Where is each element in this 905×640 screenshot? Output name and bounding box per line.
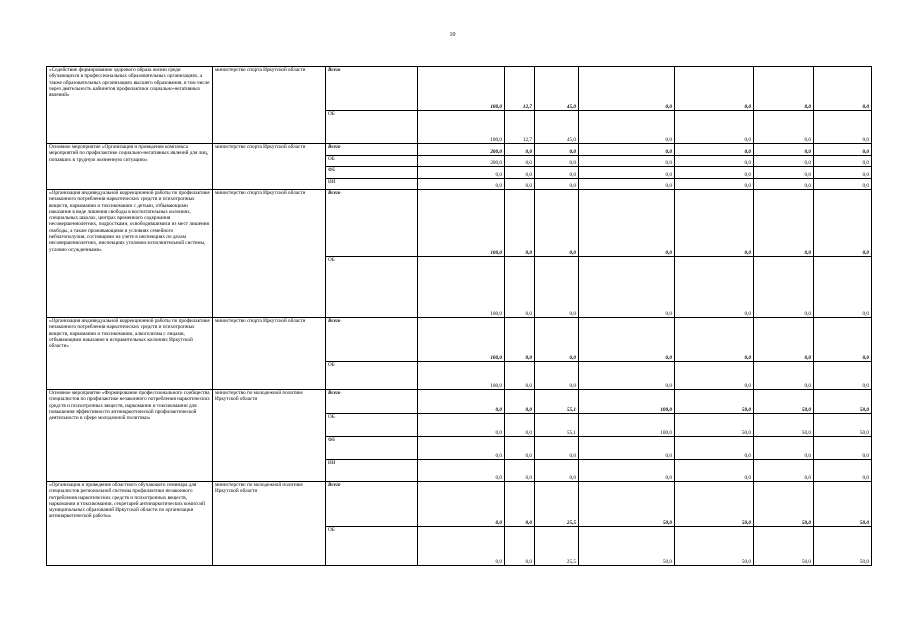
measure-name: «Организация индивидуальной коррекционной работы по профилактике незаконного потребления наркотических средств и психотропных веществ, наркомании и токсикомании, алкоголизма с лицами, отбывающими наказание в исправительных колониях Иркутской области» — [47, 318, 213, 390]
funding-value: 0,0 — [754, 437, 814, 460]
funding-value: 25,5 — [535, 527, 579, 566]
funding-source: ОБ — [326, 362, 418, 390]
funding-value: 0,0 — [754, 318, 814, 362]
funding-value: 0,0 — [418, 527, 505, 566]
funding-value: 0,0 — [535, 179, 579, 190]
funding-value: 0,0 — [814, 460, 872, 482]
funding-value: 12,7 — [505, 67, 535, 111]
funding-value: 200,0 — [418, 144, 505, 156]
funding-value: 0,0 — [675, 318, 754, 362]
funding-value: 0,0 — [754, 179, 814, 190]
funding-value: 0,0 — [814, 362, 872, 390]
funding-value: 0,0 — [754, 156, 814, 167]
funding-value: 100,0 — [418, 318, 505, 362]
funding-value: 0,0 — [754, 362, 814, 390]
funding-value: 0,0 — [675, 179, 754, 190]
funding-value: 0,0 — [754, 111, 814, 144]
funding-value: 0,0 — [579, 144, 675, 156]
responsible-executor: министерство по молодежной политике Иркутской области — [213, 390, 326, 482]
funding-value: 0,0 — [579, 111, 675, 144]
funding-value: 0,0 — [814, 190, 872, 257]
funding-value: 0,0 — [535, 318, 579, 362]
responsible-executor: министерство по молодежной политике Иркутской области — [213, 482, 326, 566]
funding-value: 0,0 — [814, 144, 872, 156]
funding-value: 0,0 — [505, 437, 535, 460]
funding-value: 0,0 — [754, 460, 814, 482]
funding-value: 45,0 — [535, 67, 579, 111]
funding-value: 50,0 — [675, 482, 754, 527]
funding-value: 0,0 — [535, 257, 579, 318]
funding-value: 0,0 — [505, 482, 535, 527]
funding-value: 50,0 — [675, 527, 754, 566]
funding-value: 0,0 — [579, 156, 675, 167]
funding-source: ИИ — [326, 179, 418, 190]
funding-value: 0,0 — [505, 527, 535, 566]
funding-source: Всего — [326, 318, 418, 362]
measure-name: Основное мероприятие «Организация и проведение комплекса мероприятий по профилактике социально-негативных явлений для лиц, попавших в трудную жизненную ситуацию» — [47, 144, 213, 190]
funding-value: 0,0 — [579, 318, 675, 362]
funding-value: 100,0 — [418, 257, 505, 318]
funding-source: Всего — [326, 482, 418, 527]
funding-value: 0,0 — [814, 437, 872, 460]
funding-value: 0,0 — [418, 167, 505, 179]
funding-value: 0,0 — [579, 257, 675, 318]
funding-value: 0,0 — [675, 460, 754, 482]
funding-value: 0,0 — [754, 67, 814, 111]
funding-value: 0,0 — [418, 179, 505, 190]
funding-value: 50,0 — [814, 527, 872, 566]
funding-source: ФБ — [326, 167, 418, 179]
funding-value: 0,0 — [814, 67, 872, 111]
funding-source: ОБ — [326, 414, 418, 437]
funding-value: 0,0 — [754, 257, 814, 318]
funding-value: 50,0 — [754, 482, 814, 527]
funding-value: 0,0 — [579, 190, 675, 257]
measure-name: Основное мероприятие «Формирование профессионального сообщества специалистов по профилактике незаконного потребления наркотических средств и психотропных веществ, наркомании и токсикомании для повышения эффективности антинаркотической профилактической деятельности в сфере молодежной политики» — [47, 390, 213, 482]
funding-source: ИИ — [326, 460, 418, 482]
funding-value: 200,0 — [418, 156, 505, 167]
table-row — [47, 190, 872, 257]
funding-source: ФБ — [326, 437, 418, 460]
funding-source: ОБ — [326, 257, 418, 318]
table-row — [47, 67, 872, 111]
budget-body — [47, 67, 872, 566]
measure-name: «Организация индивидуальной коррекционной работы по профилактике незаконного потребления наркотических средств и психотропных веществ, наркомании и токсикомании с детьми, отбывающими наказание в виде лишения свободы в воспитательных колониях, специальных школах, центрах временного содержания несовершеннолетних, подростками, освободившимися из мест лишения свободы, а также проживающими в условиях семейного неблагополучия, состоящими на учете в инспекциях по делам несовершеннолетних, инспекциях уголовно-исполнительной системы, условно осужденными» — [47, 190, 213, 318]
measure-name: «Организация и проведение областного обучающего семинара для специалистов региональной системы профилактики незаконного потребления наркотических средств и психотропных веществ, наркомании и токсикомании, секретарей антинаркотических комиссий муниципальных образований Иркутской области по организации антинаркотической работы» — [47, 482, 213, 566]
funding-value: 50,0 — [754, 390, 814, 414]
funding-value: 25,5 — [535, 482, 579, 527]
funding-value: 0,0 — [505, 156, 535, 167]
funding-value: 0,0 — [418, 437, 505, 460]
funding-value: 0,0 — [505, 362, 535, 390]
funding-value: 55,1 — [535, 414, 579, 437]
funding-value: 0,0 — [814, 111, 872, 144]
funding-value: 0,0 — [418, 390, 505, 414]
funding-value: 100,0 — [418, 190, 505, 257]
funding-value: 50,0 — [579, 482, 675, 527]
funding-value: 0,0 — [505, 144, 535, 156]
responsible-executor: министерство спорта Иркутской области — [213, 144, 326, 190]
funding-source: Всего — [326, 390, 418, 414]
funding-value: 50,0 — [579, 527, 675, 566]
responsible-executor: министерство спорта Иркутской области — [213, 67, 326, 144]
funding-value: 0,0 — [418, 482, 505, 527]
funding-value: 50,0 — [814, 414, 872, 437]
funding-value: 100,0 — [579, 390, 675, 414]
funding-value: 0,0 — [505, 167, 535, 179]
funding-value: 0,0 — [418, 414, 505, 437]
responsible-executor: министерство спорта Иркутской области — [213, 190, 326, 318]
funding-value: 0,0 — [418, 460, 505, 482]
funding-value: 0,0 — [754, 167, 814, 179]
funding-value: 0,0 — [535, 362, 579, 390]
funding-value: 100,0 — [579, 414, 675, 437]
budget-table — [46, 66, 872, 566]
funding-value: 0,0 — [505, 257, 535, 318]
funding-value: 0,0 — [579, 437, 675, 460]
funding-source: ОБ — [326, 156, 418, 167]
funding-value: 0,0 — [535, 156, 579, 167]
funding-value: 0,0 — [579, 67, 675, 111]
funding-value: 0,0 — [814, 156, 872, 167]
funding-value: 50,0 — [675, 414, 754, 437]
table-row — [47, 390, 872, 414]
funding-value: 0,0 — [505, 179, 535, 190]
funding-value: 0,0 — [505, 390, 535, 414]
funding-value: 0,0 — [579, 460, 675, 482]
funding-source: Всего — [326, 67, 418, 111]
funding-value: 0,0 — [814, 318, 872, 362]
funding-value: 100,0 — [418, 67, 505, 111]
funding-value: 0,0 — [675, 67, 754, 111]
funding-value: 0,0 — [675, 111, 754, 144]
funding-value: 0,0 — [675, 362, 754, 390]
funding-value: 100,0 — [418, 362, 505, 390]
funding-value: 0,0 — [579, 167, 675, 179]
funding-value: 50,0 — [814, 390, 872, 414]
responsible-executor: министерство спорта Иркутской области — [213, 318, 326, 390]
funding-value: 0,0 — [535, 437, 579, 460]
funding-value: 0,0 — [675, 167, 754, 179]
funding-value: 0,0 — [579, 179, 675, 190]
funding-source: Всего — [326, 144, 418, 156]
funding-value: 100,0 — [418, 111, 505, 144]
table-row — [47, 318, 872, 362]
funding-value: 0,0 — [754, 144, 814, 156]
funding-source: ОБ — [326, 527, 418, 566]
funding-value: 0,0 — [814, 257, 872, 318]
funding-value: 12,7 — [505, 111, 535, 144]
funding-value: 0,0 — [675, 144, 754, 156]
funding-value: 50,0 — [814, 482, 872, 527]
funding-value: 0,0 — [535, 144, 579, 156]
funding-value: 0,0 — [754, 190, 814, 257]
measure-name: «Содействие формированию здорового образа жизни среди обучающихся в профессиональных образовательных организациях, а также образовательных организациях высшего образования, в том числе через деятельность кабинетов профилактики социально-негативных явлений» — [47, 67, 213, 144]
funding-value: 0,0 — [505, 414, 535, 437]
funding-value: 0,0 — [535, 460, 579, 482]
funding-value: 45,0 — [535, 111, 579, 144]
funding-value: 50,0 — [754, 414, 814, 437]
funding-source: ОБ — [326, 111, 418, 144]
funding-value: 0,0 — [535, 190, 579, 257]
funding-value: 0,0 — [505, 318, 535, 362]
table-row — [47, 482, 872, 527]
funding-value: 0,0 — [814, 179, 872, 190]
page-number: 10 — [449, 32, 456, 38]
funding-value: 50,0 — [675, 390, 754, 414]
funding-value: 0,0 — [505, 190, 535, 257]
funding-value: 0,0 — [675, 257, 754, 318]
funding-value: 0,0 — [579, 362, 675, 390]
funding-value: 50,0 — [754, 527, 814, 566]
funding-value: 0,0 — [814, 167, 872, 179]
table-row — [47, 144, 872, 156]
funding-value: 0,0 — [675, 190, 754, 257]
funding-value: 0,0 — [535, 167, 579, 179]
funding-value: 0,0 — [675, 156, 754, 167]
funding-value: 0,0 — [675, 437, 754, 460]
funding-value: 0,0 — [505, 460, 535, 482]
funding-source: Всего — [326, 190, 418, 257]
funding-value: 55,1 — [535, 390, 579, 414]
